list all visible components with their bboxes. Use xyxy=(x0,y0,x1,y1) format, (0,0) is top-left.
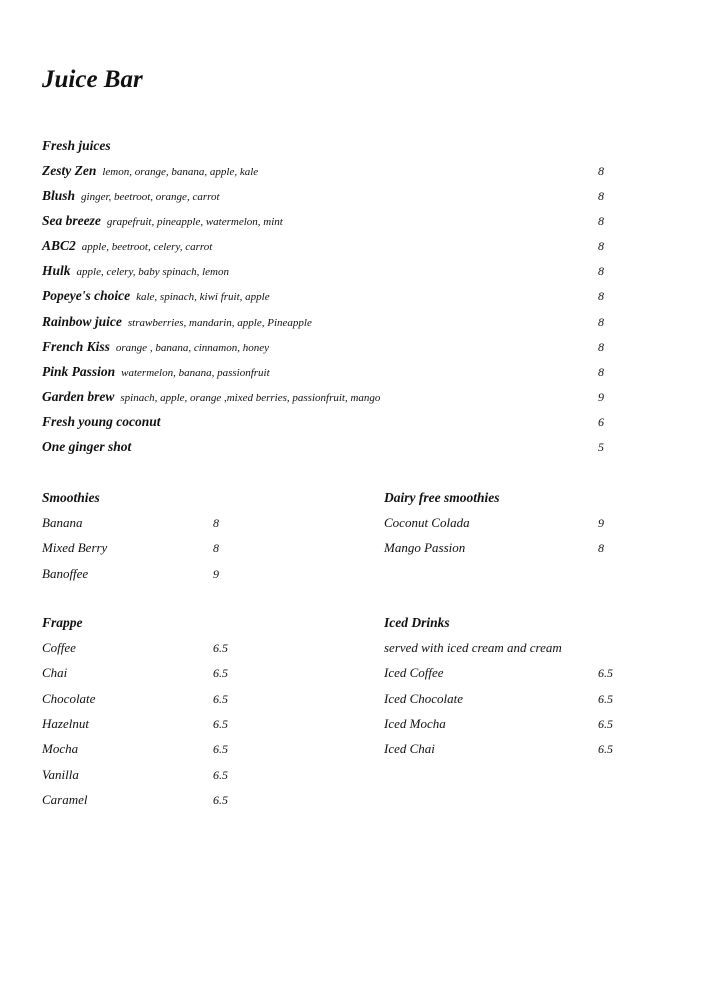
iced-price: 6.5 xyxy=(598,742,613,756)
juice-price: 6 xyxy=(598,415,604,429)
iced-name: Iced Mocha xyxy=(384,716,446,731)
dairy-free-item xyxy=(384,539,624,564)
dairy-free-price: 8 xyxy=(598,541,604,555)
frappe-name: Caramel xyxy=(42,792,88,807)
smoothie-name: Mixed Berry xyxy=(42,540,108,555)
juice-ingredients: orange , banana, cinnamon, honey xyxy=(115,342,269,354)
frappe-price: 6.5 xyxy=(213,742,228,756)
iced-name: Iced Chocolate xyxy=(384,691,464,706)
frappe-item xyxy=(42,791,242,816)
juice-item xyxy=(42,363,622,388)
juice-item xyxy=(42,338,622,363)
juice-item xyxy=(42,237,622,262)
juice-item xyxy=(42,388,622,413)
iced-item xyxy=(384,664,624,689)
juice-price: 8 xyxy=(598,164,604,178)
juice-name: Popeye's choice xyxy=(42,288,131,303)
frappe-price: 6.5 xyxy=(213,717,228,731)
smoothie-price: 8 xyxy=(213,516,219,530)
smoothie-name: Banana xyxy=(42,515,83,530)
juice-ingredients: spinach, apple, orange ,mixed berries, passionfruit, mango xyxy=(120,392,381,404)
dairy-free-name: Coconut Colada xyxy=(384,515,470,530)
juice-price: 8 xyxy=(598,340,604,354)
iced-name: Iced Chai xyxy=(384,741,435,756)
frappe-item xyxy=(42,740,242,765)
juice-price: 8 xyxy=(598,264,604,278)
frappe-name: Chai xyxy=(42,665,68,680)
iced-item xyxy=(384,740,624,765)
dairy-free-name: Mango Passion xyxy=(384,540,466,555)
juice-price: 9 xyxy=(598,390,604,404)
juice-ingredients: lemon, orange, banana, apple, kale xyxy=(102,166,259,178)
iced-price: 6.5 xyxy=(598,666,613,680)
juice-item xyxy=(42,287,622,312)
juice-price: 8 xyxy=(598,315,604,329)
juice-ingredients: grapefruit, pineapple, watermelon, mint xyxy=(106,216,283,228)
juice-name: Hulk xyxy=(42,263,71,278)
frappe-heading: Frappe xyxy=(42,615,83,630)
juice-ingredients: ginger, beetroot, orange, carrot xyxy=(81,191,220,203)
juice-price: 8 xyxy=(598,239,604,253)
frappe-name: Hazelnut xyxy=(42,716,89,731)
juice-ingredients: watermelon, banana, passionfruit xyxy=(121,367,270,379)
juice-item xyxy=(42,438,622,463)
dairy-free-item xyxy=(384,514,624,539)
juice-price: 8 xyxy=(598,289,604,303)
juice-ingredients: kale, spinach, kiwi fruit, apple xyxy=(136,291,270,303)
frappe-name: Coffee xyxy=(42,640,76,655)
juice-item xyxy=(42,162,622,187)
juice-name: Garden brew xyxy=(42,389,115,404)
frappe-item xyxy=(42,690,242,715)
juice-price: 8 xyxy=(598,365,604,379)
iced-item xyxy=(384,690,624,715)
juice-item xyxy=(42,413,622,438)
frappe-name: Vanilla xyxy=(42,767,79,782)
juice-name: Zesty Zen xyxy=(42,163,97,178)
juice-name: Fresh young coconut xyxy=(42,414,161,429)
smoothie-item xyxy=(42,514,242,539)
frappe-item xyxy=(42,766,242,791)
frappe-price: 6.5 xyxy=(213,768,228,782)
dairy-free-price: 9 xyxy=(598,516,604,530)
smoothie-name: Banoffee xyxy=(42,566,89,581)
juice-name: Pink Passion xyxy=(42,364,116,379)
frappe-item xyxy=(42,715,242,740)
iced-name: Iced Coffee xyxy=(384,665,444,680)
juice-name: Rainbow juice xyxy=(42,314,122,329)
iced-drinks-note-text: served with iced cream and cream xyxy=(384,640,562,655)
smoothie-price: 9 xyxy=(213,567,219,581)
juice-item xyxy=(42,187,622,212)
smoothie-item xyxy=(42,565,242,590)
juice-item xyxy=(42,212,622,237)
smoothies-heading: Smoothies xyxy=(42,490,100,505)
juice-price: 8 xyxy=(598,214,604,228)
frappe-item xyxy=(42,664,242,689)
fresh-juices-heading: Fresh juices xyxy=(42,138,111,153)
page-title: Juice Bar xyxy=(42,66,143,93)
juice-name: Blush xyxy=(42,188,76,203)
frappe-price: 6.5 xyxy=(213,793,228,807)
juice-ingredients: strawberries, mandarin, apple, Pineapple xyxy=(127,317,312,329)
iced-item xyxy=(384,715,624,740)
frappe-price: 6.5 xyxy=(213,692,228,706)
dairy-free-heading: Dairy free smoothies xyxy=(384,490,500,505)
juice-item xyxy=(42,313,622,338)
smoothie-item xyxy=(42,539,242,564)
frappe-item xyxy=(42,639,242,664)
iced-price: 6.5 xyxy=(598,692,613,706)
frappe-price: 6.5 xyxy=(213,666,228,680)
juice-name: Sea breeze xyxy=(42,213,101,228)
juice-price: 5 xyxy=(598,440,604,454)
juice-item xyxy=(42,262,622,287)
iced-price: 6.5 xyxy=(598,717,613,731)
juice-ingredients: apple, beetroot, celery, carrot xyxy=(81,241,213,253)
juice-name: One ginger shot xyxy=(42,439,132,454)
juice-price: 8 xyxy=(598,189,604,203)
iced-drinks-note xyxy=(384,639,644,664)
smoothie-price: 8 xyxy=(213,541,219,555)
iced-drinks-heading: Iced Drinks xyxy=(384,615,450,630)
juice-name: ABC2 xyxy=(42,238,76,253)
juice-name: French Kiss xyxy=(42,339,110,354)
frappe-name: Chocolate xyxy=(42,691,96,706)
frappe-price: 6.5 xyxy=(213,641,228,655)
frappe-name: Mocha xyxy=(42,741,79,756)
juice-ingredients: apple, celery, baby spinach, lemon xyxy=(76,266,229,278)
